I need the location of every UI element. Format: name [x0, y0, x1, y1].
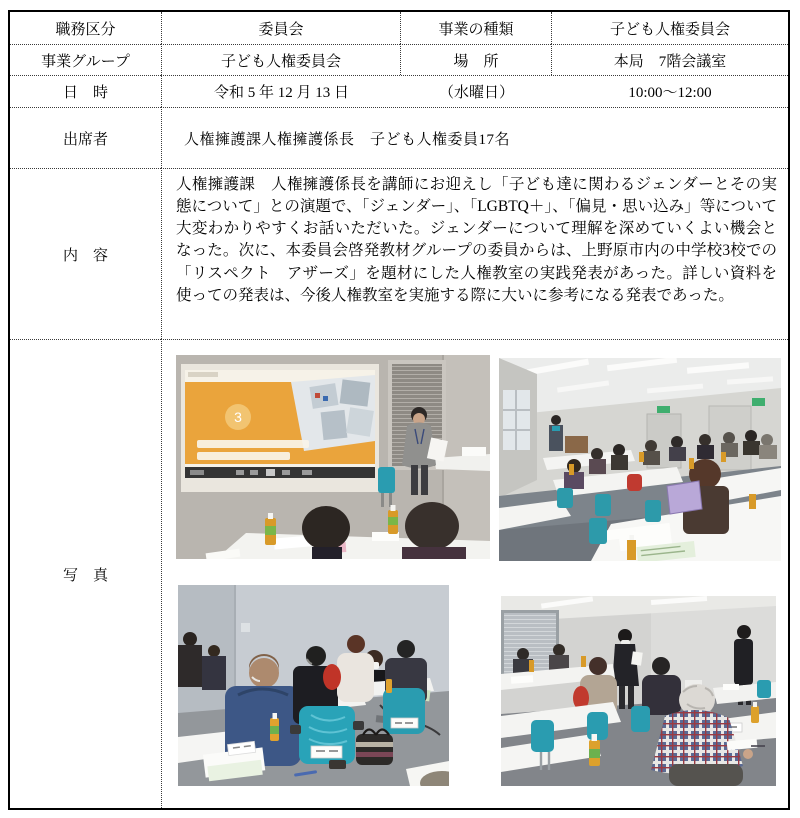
- datetime-hours: 10:00～12:00: [628, 85, 712, 101]
- cell-job-category-label: 職務区分: [55, 21, 116, 38]
- cell-business-group-value: 子ども人権委員会: [161, 44, 400, 75]
- photo-committee-seated: [178, 585, 449, 786]
- photo-meeting-room-wide-art: [499, 358, 781, 561]
- cell-photos-label: 写 真: [10, 339, 161, 808]
- cell-business-type-value: 子ども人権委員会: [551, 12, 788, 44]
- datetime-date: 令和 5 年 12 月 13 日: [213, 85, 349, 101]
- photo-lecture-projection-art: [176, 355, 490, 559]
- cell-attendees-value: 人権擁護課人権擁護係長 子ども人権委員17名: [161, 107, 788, 168]
- slide-number-3: 3: [234, 409, 242, 425]
- cell-job-category-value: 委員会: [161, 12, 400, 44]
- photo-presentation-discussion: [501, 596, 776, 786]
- cell-attendees-label: 出席者: [10, 107, 161, 168]
- cell-datetime-label: 日 時: [10, 75, 161, 107]
- cell-place-value: 本局 7階会議室: [551, 44, 788, 75]
- cell-place-label: 場 所: [400, 44, 551, 75]
- cell-business-group-label: 事業グループ: [10, 44, 161, 75]
- datetime-weekday: （水曜日）: [438, 85, 514, 101]
- cell-content-label: 内 容: [10, 168, 161, 339]
- photo-presentation-discussion-art: [501, 596, 776, 786]
- cell-datetime-value: [161, 75, 788, 107]
- cell-photos: [161, 339, 788, 808]
- cell-business-type-label: 事業の種類: [400, 12, 551, 44]
- photo-meeting-room-wide: [499, 358, 781, 561]
- photo-lecture-projection: [176, 355, 490, 559]
- info-table: [8, 10, 790, 810]
- photo-committee-seated-art: [178, 585, 449, 786]
- cell-content-text: 人権擁護課 人権擁護係長を講師にお迎えし「子ども達に関わるジェンダーとその実態について」との演題で、「ジェンダー」、「LGBTQ＋」、「偏見・思い込み」等について大変わかりやすくお話いただいた。ジェンダーについて理解を深めていくよい機会となった。次に、本委員会啓発教材グループの委員からは、上野原市内の中学校3校での「リスペクト アザーズ」を題材にした人権教室の実践発表があった。詳しい資料を使っての発表は、今後人権教室を実施する際に大いに参考になる発表であった。: [161, 168, 788, 339]
